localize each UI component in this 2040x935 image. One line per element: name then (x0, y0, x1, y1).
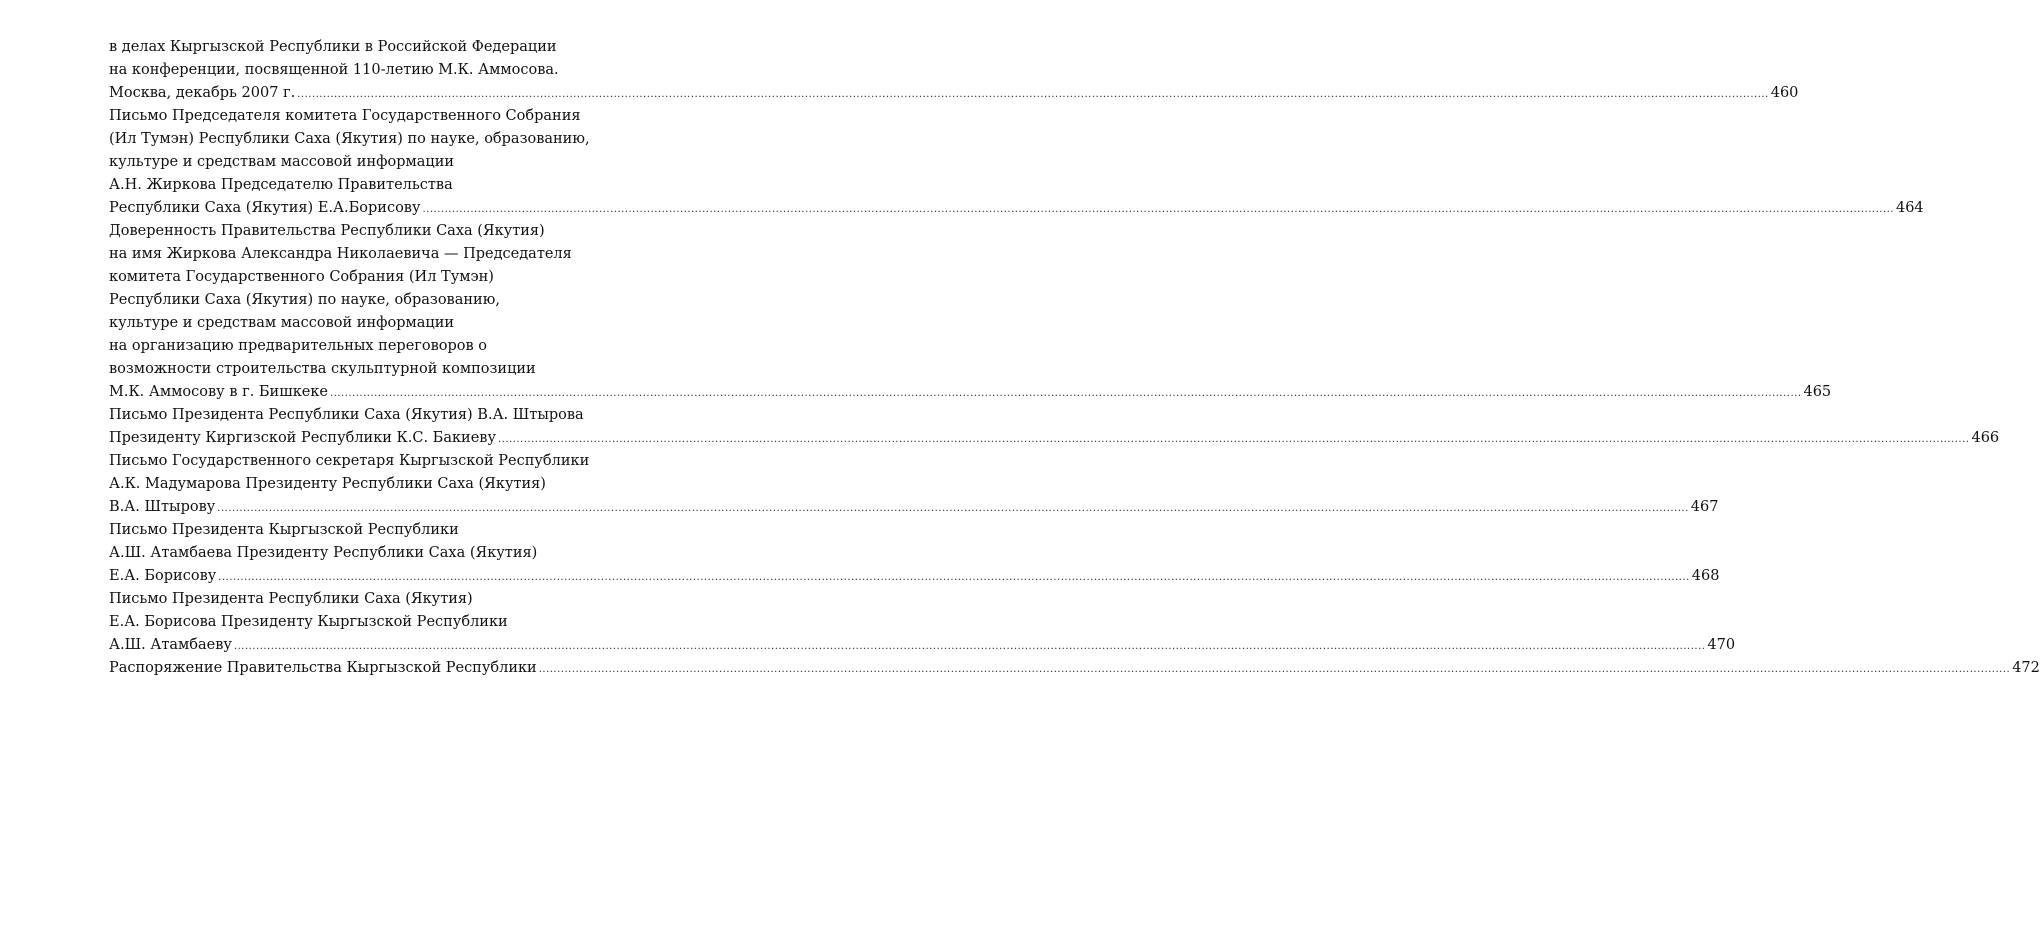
toc-entry-line: на конференции, посвященной 110-летию М.К. Аммосова. (109, 62, 559, 78)
dot-leader: ................................................................................................................................................................................................................................................................................................................................................................................................................ (497, 434, 1970, 445)
page-number: 468 (1691, 568, 1720, 584)
toc-entry-line: Письмо Президента Республики Саха (Якутия) (109, 591, 473, 607)
toc-entry-line: Доверенность Правительства Республики Саха (Якутия) (109, 223, 545, 239)
toc-entry (109, 450, 1719, 519)
toc-entry-line: культуре и средствам массовой информации (109, 315, 455, 331)
toc-entry (109, 220, 1832, 404)
page-number: 465 (1803, 384, 1832, 400)
toc-entry-last-line (109, 496, 1719, 519)
toc-entry-line: (Ил Тумэн) Республики Саха (Якутия) по науке, образованию, (109, 131, 590, 147)
toc-entry-line: на имя Жиркова Александра Николаевича — Председателя (109, 246, 572, 262)
toc-entry (109, 519, 1720, 588)
toc-entry-line: Письмо Государственного секретаря Кыргызской Республики (109, 453, 590, 469)
dot-leader: ................................................................................................................................................................................................................................................................................................................................................................................................................ (330, 388, 1802, 399)
toc-entry-title-end: А.Ш. Атамбаеву (109, 637, 232, 653)
toc-entry-line: Письмо Президента Республики Саха (Якутия) В.А. Штырова (109, 407, 584, 423)
page-number: 467 (1690, 499, 1719, 515)
toc-entry-title-end: Распоряжение Правительства Кыргызской Республики (109, 660, 537, 676)
toc-entry (109, 404, 2000, 450)
toc-entry-title-end: Президенту Киргизской Республики К.С. Бакиеву (109, 430, 496, 446)
toc-entry-last-line (109, 427, 2000, 450)
toc-entry-line: возможности строительства скульптурной композиции (109, 361, 536, 377)
toc-entry (109, 36, 1799, 105)
toc-entry-title-end: Москва, декабрь 2007 г. (109, 85, 296, 101)
toc-entry-line: А.Н. Жиркова Председателю Правительства (109, 177, 453, 193)
toc-entry-line: на организацию предварительных переговоров о (109, 338, 488, 354)
toc-entry-line: Е.А. Борисова Президенту Кыргызской Республики (109, 614, 508, 630)
dot-leader: ................................................................................................................................................................................................................................................................................................................................................................................................................ (297, 89, 1769, 100)
toc-entry (109, 657, 2040, 680)
dot-leader: ................................................................................................................................................................................................................................................................................................................................................................................................................ (218, 572, 1690, 583)
page-number: 472 (2012, 660, 2040, 676)
toc-entry-last-line (109, 657, 2040, 680)
page-number: 466 (1971, 430, 2000, 446)
toc-entry-line: культуре и средствам массовой информации (109, 154, 455, 170)
toc-entry-title-end: Республики Саха (Якутия) Е.А.Борисову (109, 200, 421, 216)
toc-entry-title-end: Е.А. Борисову (109, 568, 217, 584)
toc-entry-last-line (109, 565, 1720, 588)
dot-leader: ................................................................................................................................................................................................................................................................................................................................................................................................................ (422, 204, 1894, 215)
table-of-contents (109, 36, 2040, 680)
toc-entry-last-line (109, 197, 1924, 220)
page-number: 460 (1770, 85, 1799, 101)
toc-entry (109, 105, 1924, 220)
toc-entry-line: комитета Государственного Собрания (Ил Тумэн) (109, 269, 494, 285)
page-number: 464 (1895, 200, 1924, 216)
toc-entry-title-end: В.А. Штырову (109, 499, 216, 515)
dot-leader: ................................................................................................................................................................................................................................................................................................................................................................................................................ (538, 664, 2011, 675)
toc-entry-line: А.К. Мадумарова Президенту Республики Саха (Якутия) (109, 476, 546, 492)
toc-entry-line: Письмо Президента Кыргызской Республики (109, 522, 459, 538)
dot-leader: ................................................................................................................................................................................................................................................................................................................................................................................................................ (233, 641, 1706, 652)
toc-entry-last-line (109, 82, 1799, 105)
toc-entry-last-line (109, 634, 1736, 657)
toc-entry-line: А.Ш. Атамбаева Президенту Республики Саха (Якутия) (109, 545, 538, 561)
dot-leader: ................................................................................................................................................................................................................................................................................................................................................................................................................ (217, 503, 1689, 514)
page-number: 470 (1707, 637, 1736, 653)
toc-entry-line: Республики Саха (Якутия) по науке, образованию, (109, 292, 500, 308)
toc-entry-title-end: М.К. Аммосову в г. Бишкеке (109, 384, 328, 400)
toc-entry-line: в делах Кыргызской Республики в Российской Федерации (109, 39, 557, 55)
toc-entry (109, 588, 1736, 657)
toc-entry-last-line (109, 381, 1832, 404)
toc-entry-line: Письмо Председателя комитета Государственного Собрания (109, 108, 581, 124)
